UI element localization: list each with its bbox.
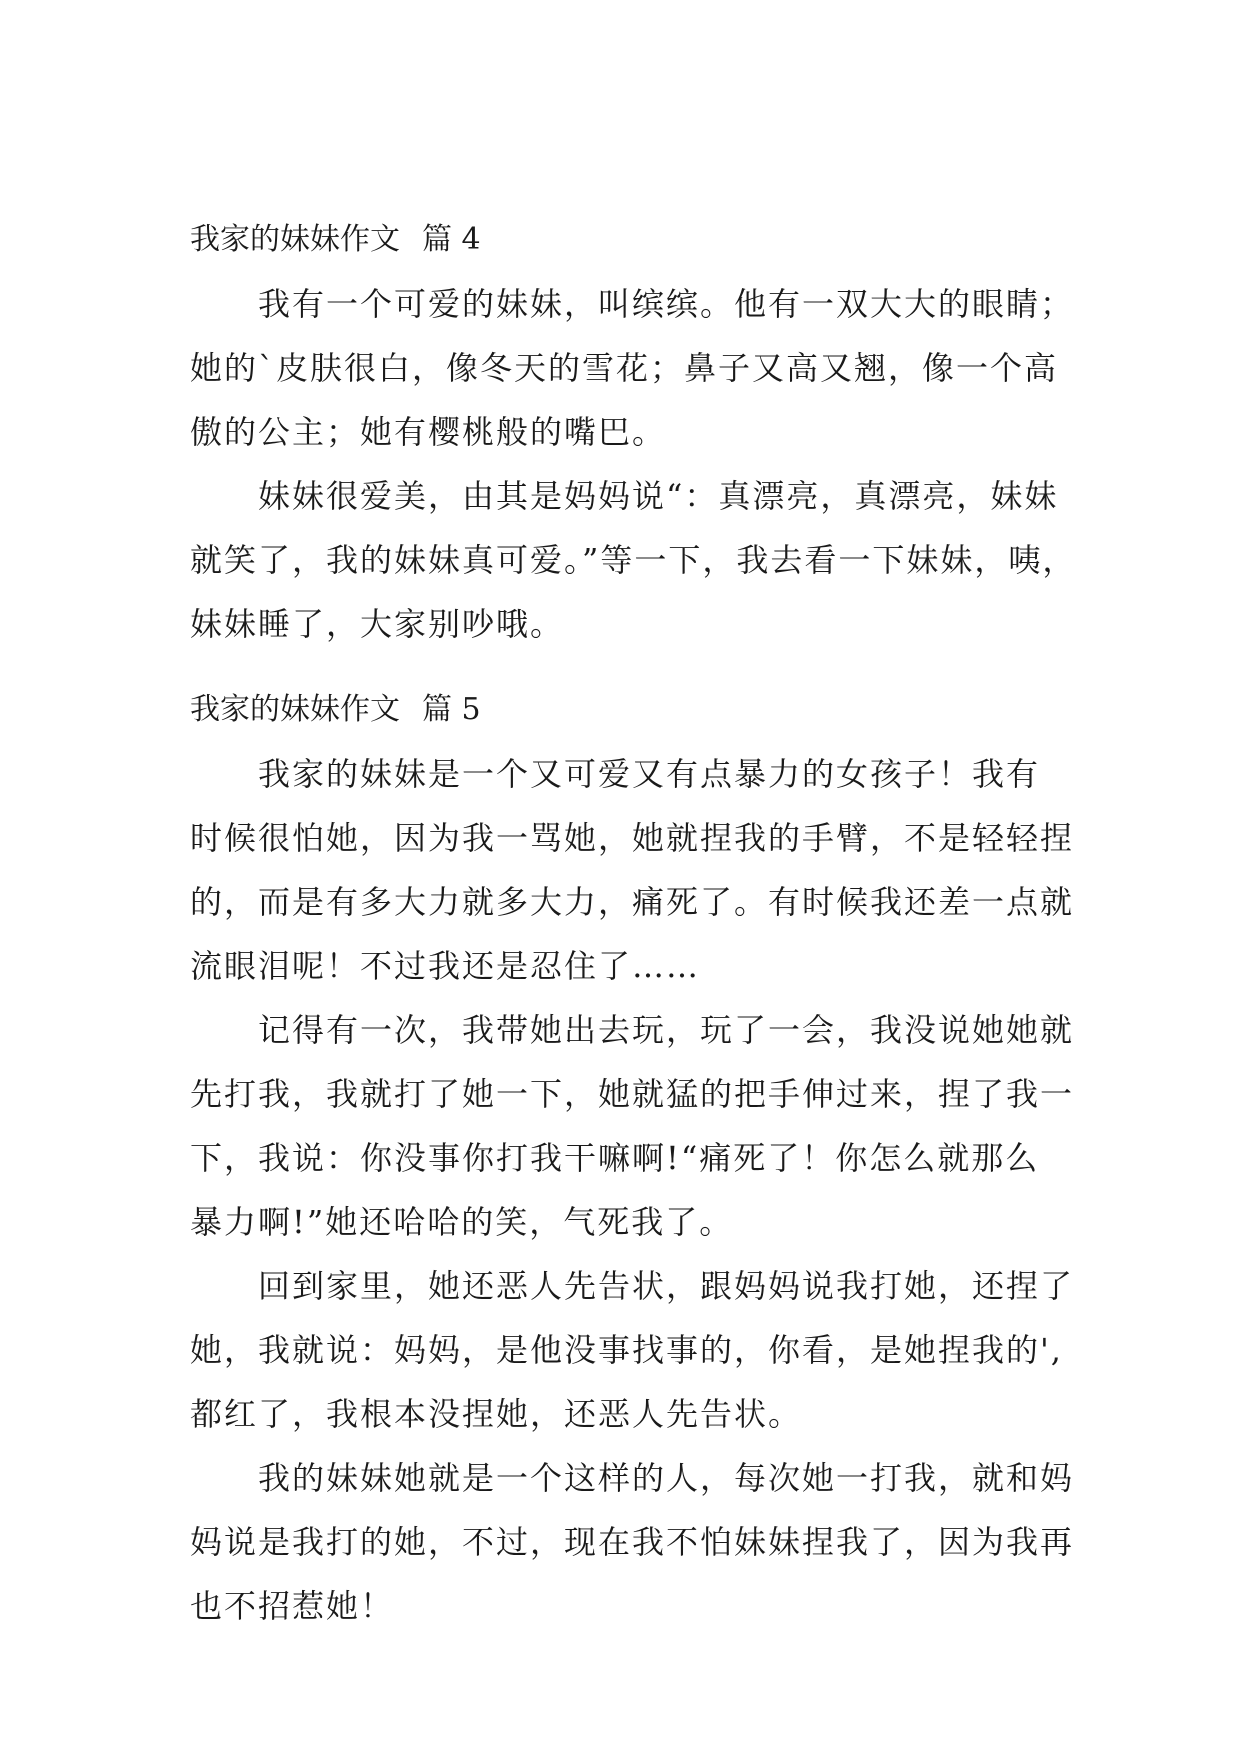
text-line: 时候很怕她，因为我一骂她，她就捏我的手臂，不是轻轻捏 [190,819,1075,857]
text-line: 流眼泪呢！不过我还是忍住了…… [190,947,701,985]
text-line: 妈说是我打的她，不过，现在我不怕妹妹捏我了，因为我再 [190,1523,1075,1561]
paragraph [190,1254,1075,1446]
text-line: 傲的公主；她有樱桃般的嘴巴。 [190,413,667,451]
text-line: 我家的妹妹是一个又可爱又有点暴力的女孩子！我有 [258,755,1041,793]
section-heading [190,220,1060,260]
paragraph [190,272,1075,464]
text-line: 就笑了，我的妹妹真可爱。”等一下，我去看一下妹妹，咦， [190,541,1077,579]
text-line: 先打我，我就打了她一下，她就猛的把手伸过来，捏了我一 [190,1075,1075,1113]
text-line: 记得有一次，我带她出去玩，玩了一会，我没说她她就 [258,1011,1075,1049]
heading-label: 篇 5 [422,692,481,727]
text-line: 也不招惹她！ [190,1587,395,1625]
text-line: 都红了，我根本没捏她，还恶人先告状。 [190,1395,803,1433]
text-line: 我的妹妹她就是一个这样的人，每次她一打我，就和妈 [258,1459,1075,1497]
section-heading [190,690,1060,730]
text-line: 她的`皮肤很白，像冬天的雪花；鼻子又高又翘，像一个高 [190,349,1059,387]
text-line: 暴力啊!”她还哈哈的笑，气死我了。 [190,1203,734,1241]
text-line: 回到家里，她还恶人先告状，跟妈妈说我打她，还捏了 [258,1267,1075,1305]
text-line: 的，而是有多大力就多大力，痛死了。有时候我还差一点就 [190,883,1075,921]
paragraph [190,1446,1075,1638]
paragraph [190,742,1075,998]
text-line: 妹妹很爱美，由其是妈妈说“：真漂亮，真漂亮，妹妹 [258,477,1059,515]
essay-section-5 [190,690,1075,1638]
paragraph [190,464,1077,656]
heading-title: 我家的妹妹作文 [190,692,400,727]
essay-section-4 [190,220,1077,656]
text-line: 她，我就说：妈妈，是他没事找事的，你看，是她捏我的', [190,1331,1063,1369]
text-line: 我有一个可爱的妹妹，叫缤缤。他有一双大大的眼睛； [258,285,1075,323]
text-line: 下，我说：你没事你打我干嘛啊!“痛死了！你怎么就那么 [190,1139,1040,1177]
heading-label: 篇 4 [422,222,481,257]
heading-title: 我家的妹妹作文 [190,222,400,257]
text-line: 妹妹睡了，大家别吵哦。 [190,605,565,643]
paragraph [190,998,1075,1254]
